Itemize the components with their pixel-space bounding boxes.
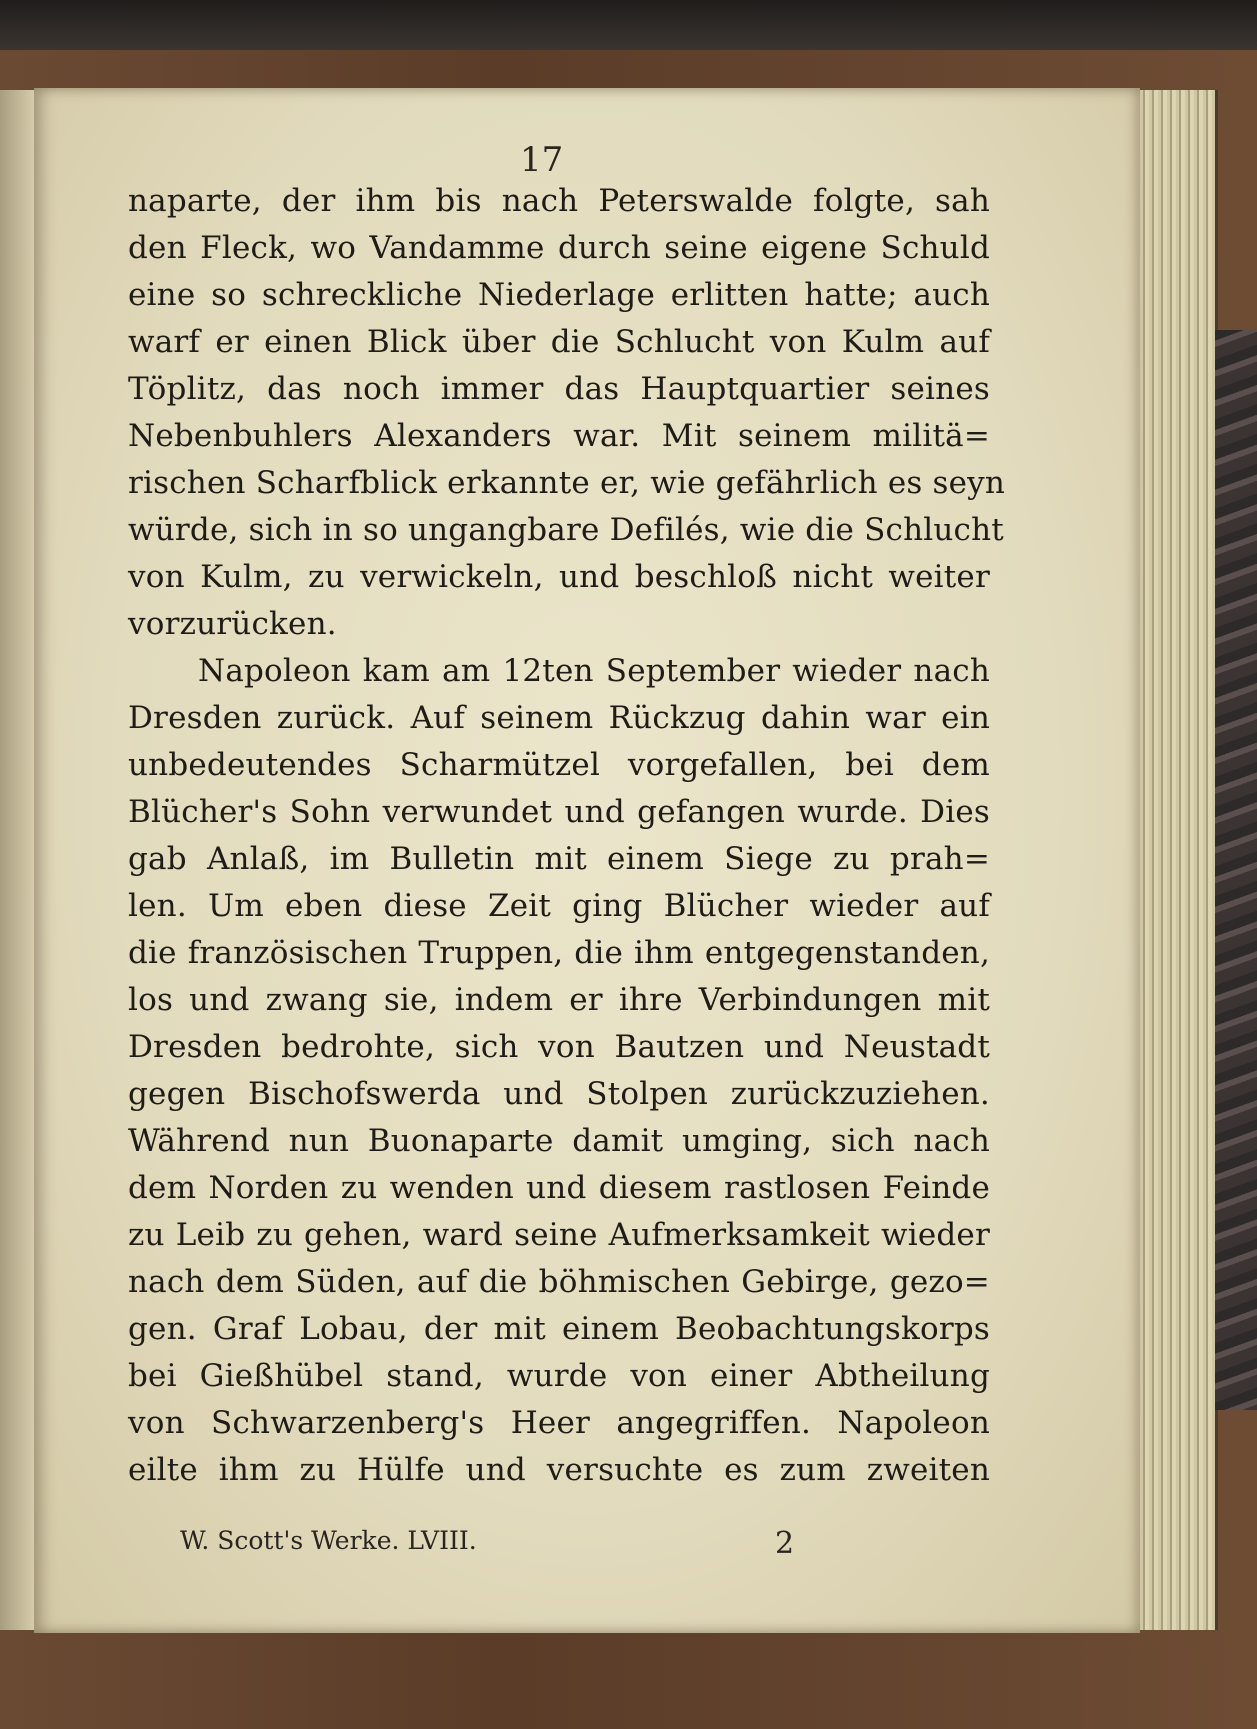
text-line: Blücher's Sohn verwundet und gefangen wurde. Dies [128,794,990,830]
text-line: eine so schreckliche Niederlage erlitten hatte; auch [128,277,990,313]
text-line: Töplitz, das noch immer das Hauptquartier seines [128,371,990,407]
sheet-number: 2 [775,1526,795,1561]
left-page-edge [0,90,38,1630]
text-line: dem Norden zu wenden und diesem rastlosen Feinde [128,1170,990,1206]
text-line: Nebenbuhlers Alexanders war. Mit seinem militä= [128,418,990,454]
text-line: vorzurücken. [128,606,337,642]
text-line: von Schwarzenberg's Heer angegriffen. Napoleon [128,1405,990,1441]
text-line: naparte, der ihm bis nach Peterswalde folgte, sah [128,183,990,219]
text-line: von Kulm, zu verwickeln, und beschloß nicht weiter [128,559,990,595]
text-line: warf er einen Blick über die Schlucht von Kulm auf [128,324,990,360]
text-line: Dresden zurück. Auf seinem Rückzug dahin war ein [128,700,990,736]
page-stack-edge [1140,90,1218,1630]
text-line: Dresden bedrohte, sich von Bautzen und Neustadt [128,1029,990,1065]
text-line: rischen Scharfblick erkannte er, wie gefährlich es seyn [128,465,1006,501]
footer-signature: W. Scott's Werke. LVIII. [180,1526,477,1555]
marbled-board [1215,330,1257,1410]
text-line: nach dem Süden, auf die böhmischen Gebirge, gezo= [128,1264,990,1300]
page-number: 17 [520,140,564,180]
text-line: len. Um eben diese Zeit ging Blücher wieder auf [128,888,990,924]
text-line: unbedeutendes Scharmützel vorgefallen, bei dem [128,747,990,783]
text-line: würde, sich in so ungangbare Defilés, wie die Schlucht [128,512,1004,548]
text-line: den Fleck, wo Vandamme durch seine eigene Schuld [128,230,990,266]
text-line: die französischen Truppen, die ihm entgegenstanden, [128,935,990,971]
text-line: gab Anlaß, im Bulletin mit einem Siege zu prah= [128,841,990,877]
body-text [128,178,1006,1494]
text-line: gen. Graf Lobau, der mit einem Beobachtungskorps [128,1311,990,1347]
text-line: eilte ihm zu Hülfe und versuchte es zum zweiten [128,1452,990,1488]
text-line: los und zwang sie, indem er ihre Verbindungen mit [128,982,990,1018]
text-line: zu Leib zu gehen, ward seine Aufmerksamkeit wieder [128,1217,990,1253]
text-line: Napoleon kam am 12ten September wieder nach [198,653,990,689]
top-dark-strip [0,0,1257,50]
text-line: Während nun Buonaparte damit umging, sich nach [128,1123,990,1159]
page-footer [180,1526,980,1566]
text-line: bei Gießhübel stand, wurde von einer Abtheilung [128,1358,990,1394]
text-line: gegen Bischofswerda und Stolpen zurückzuziehen. [128,1076,990,1112]
